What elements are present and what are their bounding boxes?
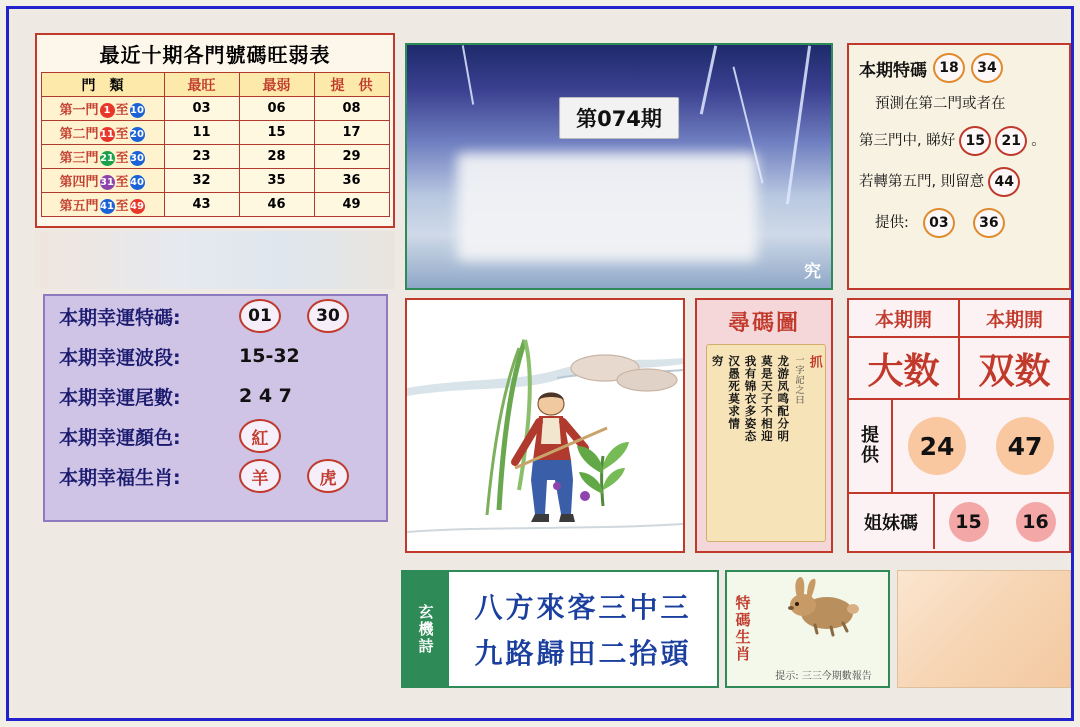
lucky-row-values xyxy=(239,345,386,367)
scroll-poem-col: 穷 xyxy=(710,355,725,368)
zodiac-panel xyxy=(725,570,890,688)
lucky-row-label: 本期幸福生肖: xyxy=(59,466,181,489)
scroll-col-red: 抓 xyxy=(806,355,822,369)
table-title: 最近十期各門號碼旺弱表 xyxy=(99,43,331,67)
sister-values xyxy=(935,494,1069,549)
col-header-least: 最弱 xyxy=(239,73,314,97)
table-row xyxy=(41,193,389,217)
range-separator: 至 xyxy=(115,199,129,214)
special-title-ball-2: 34 xyxy=(971,53,1003,83)
special-line-2-ball-1: 15 xyxy=(959,126,991,156)
poem-line-1: 八方來客三中三 xyxy=(474,591,692,624)
row-supply: 36 xyxy=(314,169,389,193)
lucky-row xyxy=(59,336,386,376)
lucky-row xyxy=(59,376,386,416)
zodiac-tag-label: 特碼生肖 xyxy=(733,595,752,663)
lucky-value-ball: 羊 xyxy=(239,459,281,493)
row-least: 35 xyxy=(239,169,314,193)
lightning-bolt-icon xyxy=(462,45,474,104)
lightning-bolt-icon xyxy=(786,46,811,205)
code-search-panel xyxy=(695,298,833,553)
poem-body xyxy=(449,572,717,686)
lucky-rows xyxy=(45,296,386,496)
supply-label xyxy=(849,400,893,492)
range-start-ball: 31 xyxy=(100,177,114,188)
table-row xyxy=(41,169,389,193)
row-category xyxy=(41,169,164,193)
lucky-row xyxy=(59,456,386,496)
range-separator: 至 xyxy=(115,127,129,142)
row-category xyxy=(41,145,164,169)
scroll-paper xyxy=(706,344,826,542)
period-label: 第074期 xyxy=(559,97,679,139)
special-title-ball-1: 18 xyxy=(933,53,965,83)
range-end-ball: 49 xyxy=(130,201,144,212)
draw-big-left: 大数 xyxy=(849,338,960,400)
scroll-poem-col: 我有锦衣多姿态 xyxy=(743,355,758,443)
supply-ball-2: 47 xyxy=(996,417,1054,475)
range-separator: 至 xyxy=(115,151,129,166)
special-title: 本期特碼 xyxy=(859,60,927,81)
scroll-poem-col: 龙游凤鸣配分明 xyxy=(776,355,791,443)
poem-line-2: 九路歸田二抬頭 xyxy=(474,637,692,670)
range-end-ball: 20 xyxy=(130,129,144,140)
gate-strength-table-panel xyxy=(35,33,395,228)
row-category xyxy=(41,97,164,121)
lucky-value-ball: 虎 xyxy=(307,459,349,493)
gate-strength-table xyxy=(41,72,390,217)
special-line-2-text: 第三門中, 睇好 xyxy=(859,132,956,149)
blurred-content-area xyxy=(457,153,757,261)
poem-tag xyxy=(403,572,449,686)
lucky-row xyxy=(59,296,386,336)
row-supply: 49 xyxy=(314,193,389,217)
special-line-2 xyxy=(859,126,1059,156)
current-draw-panel xyxy=(847,298,1071,553)
sister-ball-1: 15 xyxy=(949,502,989,542)
period-banner-image xyxy=(405,43,833,290)
draw-header-right: 本期開 xyxy=(960,300,1069,338)
table-row xyxy=(41,145,389,169)
range-end-ball: 40 xyxy=(130,177,144,188)
range-start-ball: 21 xyxy=(100,153,114,164)
row-category-name: 第二門 xyxy=(59,127,99,142)
zodiac-note: 提示: 三三今期數報告 xyxy=(775,671,872,682)
row-most: 43 xyxy=(164,193,239,217)
special-line-2-ball-2: 21 xyxy=(995,126,1027,156)
lucky-row-label: 本期幸運特碼: xyxy=(59,306,181,329)
illustration-panel xyxy=(405,298,685,553)
row-category-name: 第四門 xyxy=(59,175,99,190)
row-category-name: 第五門 xyxy=(59,199,99,214)
supply-ball-1: 24 xyxy=(908,417,966,475)
draw-big-row xyxy=(849,338,1069,400)
col-header-supply: 提 供 xyxy=(314,73,389,97)
row-most: 11 xyxy=(164,121,239,145)
range-start-ball: 41 xyxy=(100,201,114,212)
special-title-row xyxy=(859,53,1059,83)
row-category-name: 第三門 xyxy=(59,151,99,166)
poster-inner-area xyxy=(13,13,1067,714)
scroll-poem-cols xyxy=(710,355,790,531)
row-supply: 17 xyxy=(314,121,389,145)
special-supply-label: 提供: xyxy=(875,214,909,231)
row-supply: 29 xyxy=(314,145,389,169)
supply-values xyxy=(893,400,1069,492)
mystic-poem-panel xyxy=(401,570,719,688)
row-category xyxy=(41,121,164,145)
scroll-col-small: 一字記之曰 xyxy=(793,355,804,405)
row-least: 06 xyxy=(239,97,314,121)
scroll-title: 尋碼圖 xyxy=(727,311,800,336)
row-least: 28 xyxy=(239,145,314,169)
lucky-row-values xyxy=(239,459,386,493)
draw-header-left: 本期開 xyxy=(849,300,960,338)
lucky-value-ball: 30 xyxy=(307,299,349,333)
zodiac-body xyxy=(759,572,888,686)
decorative-strip xyxy=(35,231,395,289)
row-most: 03 xyxy=(164,97,239,121)
col-header-most: 最旺 xyxy=(164,73,239,97)
lightning-bolt-icon xyxy=(700,45,717,114)
lucky-row-label: 本期幸運波段: xyxy=(59,346,181,369)
table-row xyxy=(41,121,389,145)
supply-label-char-1: 提 xyxy=(861,425,879,447)
draw-header-row xyxy=(849,300,1069,338)
scroll-poem-col: 莫是天子不相迎 xyxy=(759,355,774,443)
table-body xyxy=(41,97,389,217)
lucky-row-values xyxy=(239,299,386,333)
draw-supply-row xyxy=(849,400,1069,494)
corner-glyph: 究 xyxy=(804,262,821,282)
table-row xyxy=(41,97,389,121)
range-end-ball: 10 xyxy=(130,105,144,116)
lucky-row-label: 本期幸運尾數: xyxy=(59,386,181,409)
row-supply: 08 xyxy=(314,97,389,121)
special-line-1 xyxy=(859,94,1059,115)
sister-row xyxy=(849,494,1069,549)
range-separator: 至 xyxy=(115,103,129,118)
special-supply-ball-1: 03 xyxy=(923,208,955,238)
special-supply-ball-2: 36 xyxy=(973,208,1005,238)
special-line-3-ball: 44 xyxy=(988,167,1020,197)
range-start-ball: 1 xyxy=(100,103,115,118)
supply-label-char-2: 供 xyxy=(861,445,879,466)
range-end-ball: 30 xyxy=(130,153,144,164)
lucky-row xyxy=(59,416,386,456)
lucky-value-ball: 紅 xyxy=(239,419,281,453)
blank-ad-panel xyxy=(897,570,1071,688)
scroll-poem-col: 汉愚死莫求情 xyxy=(727,355,742,430)
special-line-1-text: 預測在第二門或者在 xyxy=(875,96,1006,112)
special-code-panel xyxy=(847,43,1071,290)
rabbit-icon xyxy=(781,575,867,637)
table-header-row xyxy=(41,73,389,97)
range-start-ball: 11 xyxy=(100,129,114,140)
poster-outer-border xyxy=(6,6,1074,721)
lucky-row-values xyxy=(239,385,386,407)
sister-ball-2: 16 xyxy=(1016,502,1056,542)
farmer-illustration xyxy=(407,300,683,551)
row-most: 23 xyxy=(164,145,239,169)
row-least: 46 xyxy=(239,193,314,217)
range-separator: 至 xyxy=(115,175,129,190)
special-line-3-text: 若轉第五門, 則留意 xyxy=(859,173,985,190)
zodiac-tag xyxy=(727,572,759,686)
row-least: 15 xyxy=(239,121,314,145)
draw-big-right: 双数 xyxy=(960,338,1069,400)
special-line-2-suffix: 。 xyxy=(1031,132,1046,149)
lucky-row-values xyxy=(239,419,386,453)
lucky-value-text: 2 4 7 xyxy=(239,385,292,407)
lucky-row-label: 本期幸運顏色: xyxy=(59,426,181,449)
row-category-name: 第一門 xyxy=(59,103,99,118)
poem-tag-label: 玄機詩 xyxy=(416,603,435,655)
row-most: 32 xyxy=(164,169,239,193)
sister-label: 姐妹碼 xyxy=(849,494,935,549)
lucky-value-ball: 01 xyxy=(239,299,281,333)
col-header-category: 門 類 xyxy=(41,73,164,97)
special-line-3 xyxy=(859,167,1059,197)
row-category xyxy=(41,193,164,217)
lucky-value-text: 15-32 xyxy=(239,345,300,367)
special-line-4 xyxy=(859,208,1059,238)
lucky-info-panel xyxy=(43,294,388,522)
